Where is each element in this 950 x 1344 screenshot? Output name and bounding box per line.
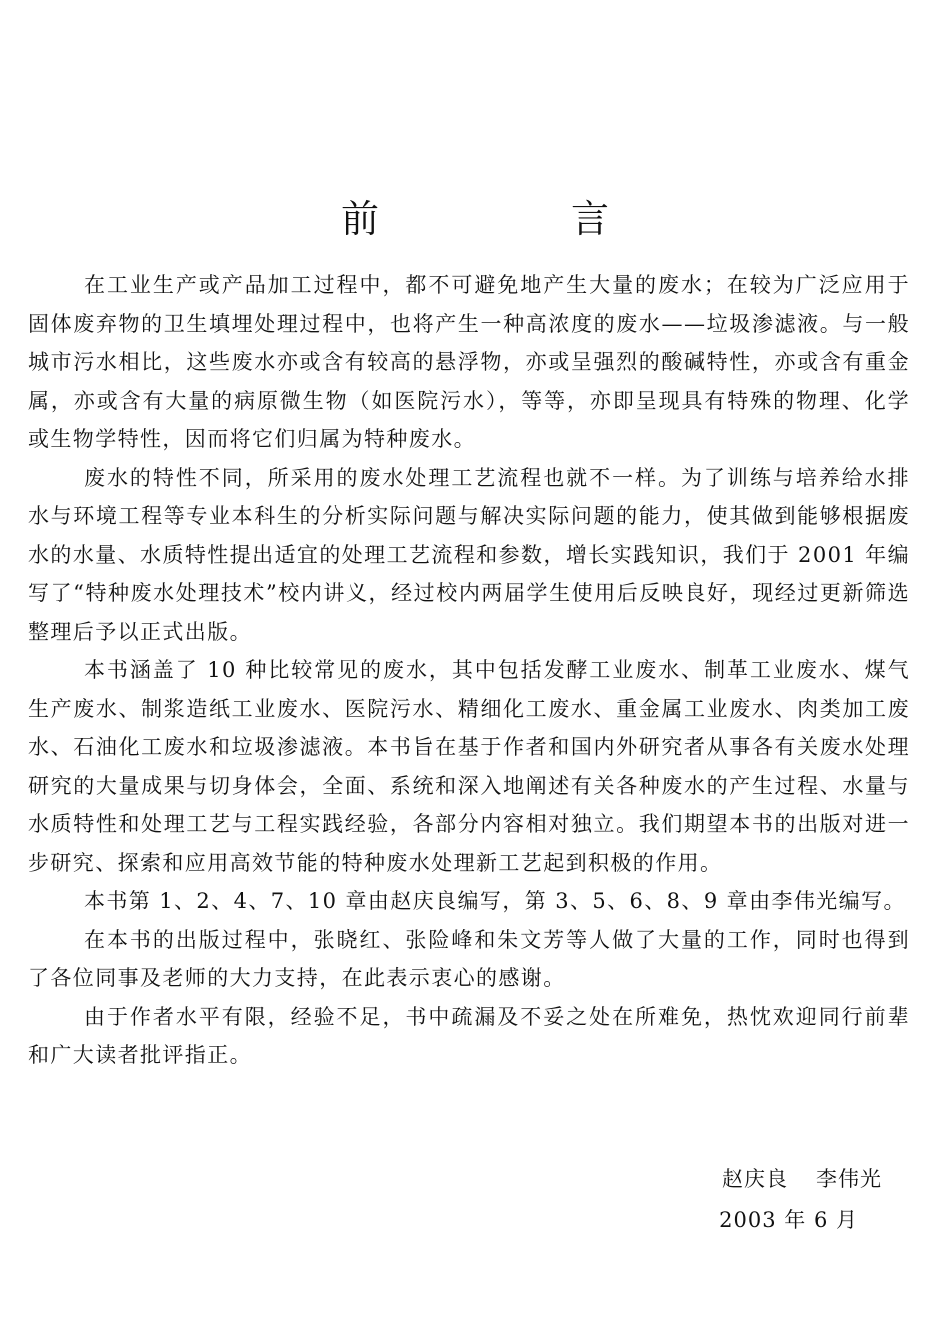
paragraph-3: 本书涵盖了 10 种比较常见的废水，其中包括发酵工业废水、制革工业废水、煤气生产废水、制浆造纸工业废水、医院污水、精细化工废水、重金属工业废水、肉类加工废水、石油化工废水和垃圾渗滤液。本书旨在基于作者和国内外研究者从事各有关废水处理研究的大量成果与切身体会，全面、系统和深入地阐述有关各种废水的产生过程、水量与水质特性和处理工艺与工程实践经验，各部分内容相对独立。我们期望本书的出版对进一步研究、探索和应用高效节能的特种废水处理新工艺起到积极的作用。 xyxy=(28,658,910,875)
paragraph-4: 本书第 1、2、4、7、10 章由赵庆良编写，第 3、5、6、8、9 章由李伟光编写。 xyxy=(84,889,906,913)
author-signature xyxy=(722,1163,882,1193)
date-line: 2003 年 6 月 xyxy=(719,1208,858,1232)
page-title: 前 言 xyxy=(340,197,700,241)
paragraph-5: 在本书的出版过程中，张晓红、张险峰和朱文芳等人做了大量的工作，同时也得到了各位同事及老师的大力支持，在此表示衷心的感谢。 xyxy=(28,927,910,990)
paragraph-1: 在工业生产或产品加工过程中，都不可避免地产生大量的废水；在较为广泛应用于固体废弃物的卫生填埋处理过程中，也将产生一种高浓度的废水——垃圾渗滤液。与一般城市污水相比，这些废水亦或含有较高的悬浮物，亦或呈强烈的酸碱特性，亦或含有重金属，亦或含有大量的病原微生物（如医院污水），等等，亦即呈现具有特殊的物理、化学或生物学特性，因而将它们归属为特种废水。 xyxy=(28,273,910,451)
preface-body xyxy=(28,266,910,1075)
author-name-1: 赵庆良 xyxy=(722,1167,788,1191)
paragraph-6: 由于作者水平有限，经验不足，书中疏漏及不妥之处在所难免，热忱欢迎同行前辈和广大读者批评指正。 xyxy=(28,1004,910,1067)
paragraph-2: 废水的特性不同，所采用的废水处理工艺流程也就不一样。为了训练与培养给水排水与环境工程等专业本科生的分析实际问题与解决实际问题的能力，使其做到能够根据废水的水量、水质特性提出适宜的处理工艺流程和参数，增长实践知识，我们于 2001 年编写了“特种废水处理技术”校内讲义，经过校内两届学生使用后反映良好，现经过更新筛选整理后予以正式出版。 xyxy=(28,465,910,644)
author-name-2: 李伟光 xyxy=(816,1167,882,1191)
